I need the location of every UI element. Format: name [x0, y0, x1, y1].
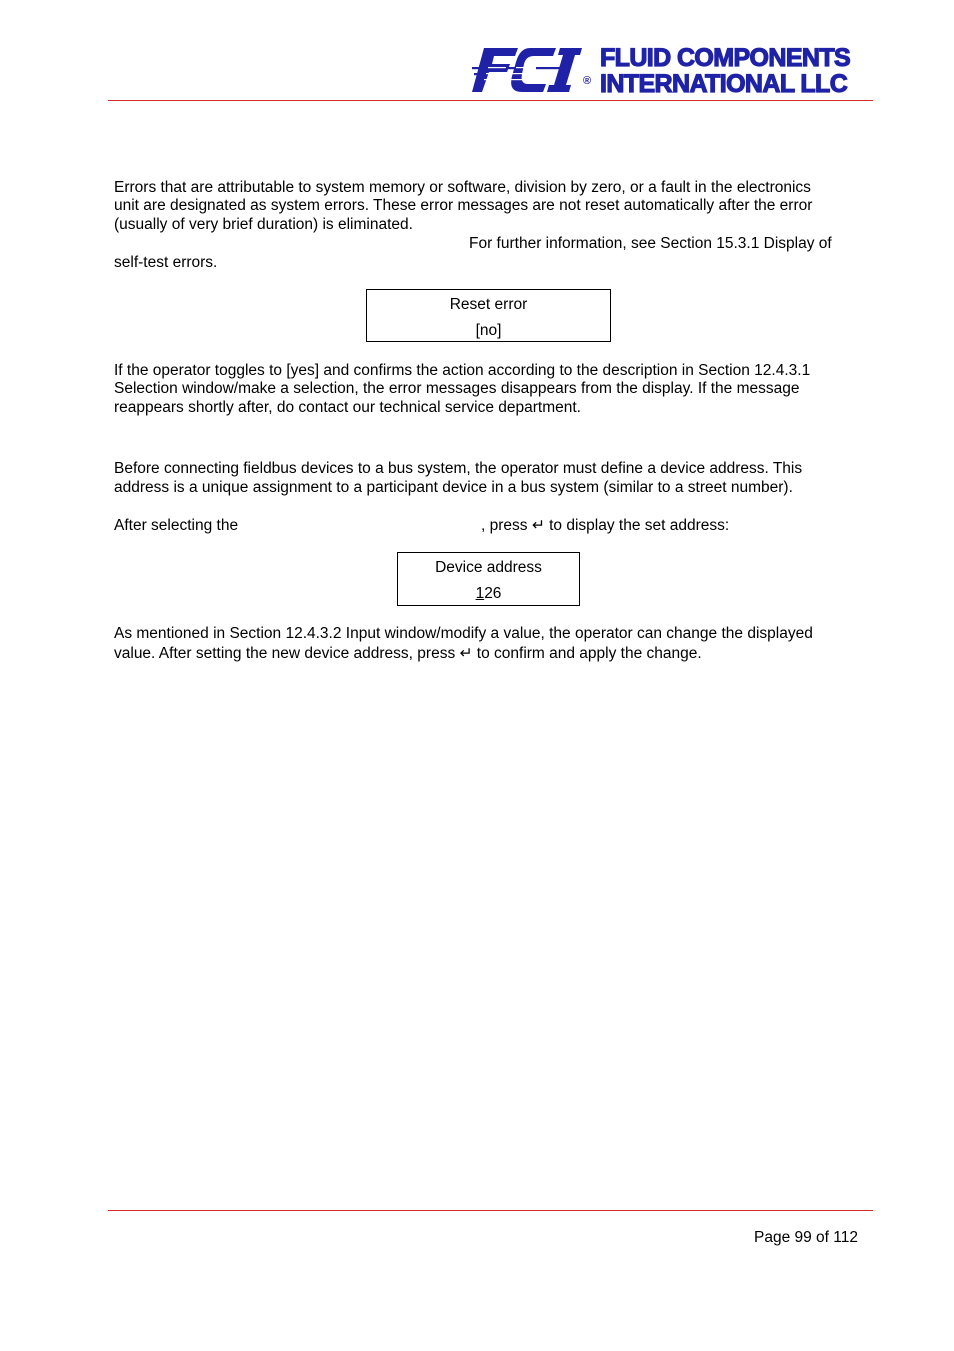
paragraph-line: value. After setting the new device address, press ↵ to confirm and apply the change. [114, 645, 702, 662]
paragraph-line: Before connecting fieldbus devices to a bus system, the operator must define a device address. This [114, 460, 803, 477]
display-value-rest: 26 [484, 585, 502, 602]
display-title: Device address [435, 559, 542, 576]
header-rule [108, 100, 873, 101]
reset-error-display [366, 289, 611, 342]
company-name-line1: FLUID COMPONENTS [600, 44, 851, 72]
paragraph-line: If the operator toggles to [yes] and confirms the action according to the description in Section 12.4.3.1 [114, 362, 811, 379]
device-address-display [397, 552, 580, 606]
display-value: [no] [475, 322, 502, 339]
page-number: Page 99 of 112 [754, 1229, 858, 1246]
edit-cursor-digit: 1 [475, 585, 485, 602]
paragraph-line: Errors that are attributable to system memory or software, division by zero, or a fault in the electronics [114, 179, 811, 196]
paragraph-line: unit are designated as system errors. These error messages are not reset automatically after the error [114, 197, 813, 214]
registered-mark: ® [583, 75, 592, 87]
display-title: Reset error [449, 296, 528, 313]
paragraph-line: After selecting the [114, 517, 239, 534]
paragraph-line: Selection window/make a selection, the error messages disappears from the display. If the message [114, 380, 800, 397]
footer-rule [108, 1210, 873, 1211]
paragraph-line: For further information, see Section 15.3.1 Display of [469, 235, 832, 252]
company-name-line2: INTERNATIONAL LLC [600, 70, 848, 98]
paragraph-line: address is a unique assignment to a participant device in a bus system (similar to a street number). [114, 479, 793, 496]
fci-logo-icon [472, 46, 584, 96]
paragraph-line: As mentioned in Section 12.4.3.2 Input window/modify a value, the operator can change the displayed [114, 625, 813, 642]
display-value [398, 585, 579, 603]
paragraph-line: reappears shortly after, do contact our technical service department. [114, 399, 581, 416]
paragraph-line: self-test errors. [114, 254, 218, 271]
paragraph-line: , press ↵ to display the set address: [481, 517, 730, 534]
paragraph-line: (usually of very brief duration) is eliminated. [114, 216, 413, 233]
company-logo [472, 42, 867, 96]
